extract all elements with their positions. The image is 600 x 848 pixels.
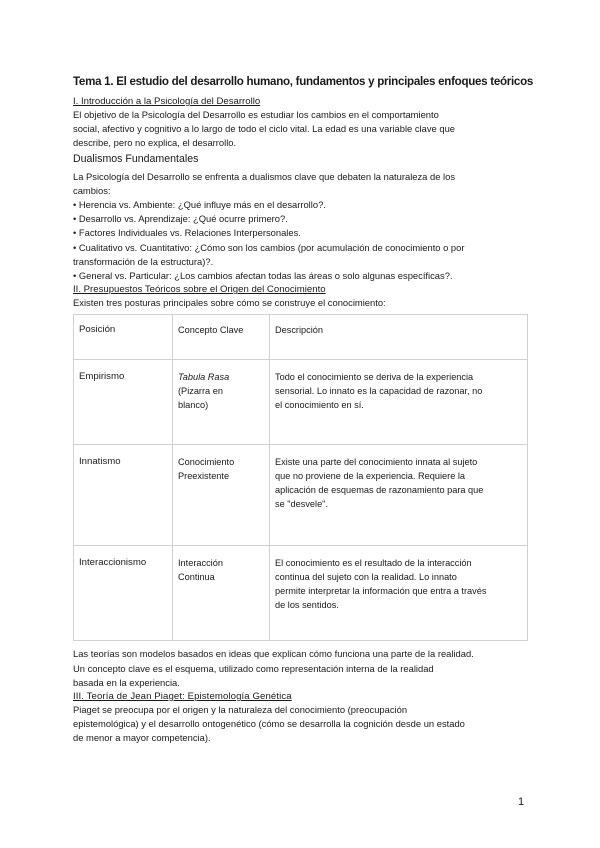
section-2-heading[interactable]: II. Presupuestos Teóricos sobre el Origen del Conocimiento [73, 284, 326, 296]
document-page [73, 74, 534, 746]
bullet-item: • Cualitativo vs. Cuantitativo: ¿Cómo son los cambios (por acumulación de conocimiento o por [73, 241, 465, 253]
concept-line: Conocimiento [178, 457, 235, 468]
section-3-heading[interactable]: III. Teoría de Jean Piaget: Epistemología Genética [73, 691, 292, 703]
table-cell-descripcion [270, 445, 528, 546]
bullet-item: • Herencia vs. Ambiente: ¿Qué influye más en el desarrollo?. [73, 199, 326, 211]
table-cell-posicion: Interaccionismo [74, 546, 173, 641]
paragraph-line: epistemológica) y el desarrollo ontogenético (cómo se desarrolla la cognición desde un estado [73, 718, 465, 730]
description-line: sensorial. Lo innato es la capacidad de razonar, no [275, 386, 483, 397]
table-header-cell: Descripción [270, 315, 528, 360]
paragraph-line: Un concepto clave es el esquema, utilizado como representación interna de la realidad [73, 662, 434, 674]
concept-line: Interacción [178, 558, 223, 569]
table-cell-descripcion [270, 546, 528, 641]
paragraph-line: cambios: [73, 184, 111, 196]
table-header-cell: Concepto Clave [173, 315, 270, 360]
description-line: se "desvele". [275, 499, 328, 510]
description-line: aplicación de esquemas de razonamiento para que [275, 485, 484, 496]
paragraph-line: describe, pero no explica, el desarrollo. [73, 137, 237, 149]
table-row [74, 445, 528, 546]
description-line: continua del sujeto con la realidad. Lo innato [275, 572, 457, 583]
concept-line: (Pizarra en [178, 386, 223, 397]
description-line: El conocimiento es el resultado de la interacción [275, 558, 472, 569]
paragraph-line: Existen tres posturas principales sobre cómo se construye el conocimiento: [73, 297, 386, 309]
table-cell-concepto [173, 445, 270, 546]
description-line: Existe una parte del conocimiento innata al sujeto [275, 457, 478, 468]
table-cell-posicion: Empirismo [74, 360, 173, 445]
description-line: de los sentidos. [275, 600, 339, 611]
table-header-cell: Posición [74, 315, 173, 360]
table-cell-concepto [173, 546, 270, 641]
paragraph-line: Las teorías son modelos basados en ideas que explican cómo funciona una parte de la realidad. [73, 648, 474, 660]
paragraph-line: social, afectivo y cognitivo a lo largo de todo el ciclo vital. La edad es una variable clave que [73, 123, 455, 135]
page-number: 1 [518, 796, 525, 808]
paragraph-line: El objetivo de la Psicología del Desarrollo es estudiar los cambios en el comportamiento [73, 109, 439, 120]
paragraph-line: La Psicología del Desarrollo se enfrenta a dualismos clave que debaten la naturaleza de los [73, 170, 456, 182]
table-cell-descripcion [270, 360, 528, 445]
description-line: que no proviene de la experiencia. Requiere la [275, 471, 466, 482]
dualismos-subheading: Dualismos Fundamentales [73, 152, 199, 165]
table-header-row [74, 315, 528, 360]
table-cell-posicion: Innatismo [74, 445, 173, 546]
description-line: permite interpretar la información que entra a través [275, 586, 487, 597]
bullet-item: • General vs. Particular: ¿Los cambios afectan todas las áreas o solo algunas específicas?. [73, 270, 453, 282]
table-row [74, 546, 528, 641]
table-row [74, 360, 528, 445]
bullet-item: • Factores Individuales vs. Relaciones Interpersonales. [73, 227, 301, 239]
concept-line: Preexistente [178, 471, 230, 482]
paragraph-line: basada en la experiencia. [73, 676, 180, 688]
concept-italic: Tabula Rasa [178, 372, 230, 383]
description-line: Todo el conocimiento se deriva de la experiencia [275, 372, 474, 383]
bullet-item: transformación de la estructura)?. [73, 255, 214, 267]
paragraph-line: Piaget se preocupa por el origen y la naturaleza del conocimiento (preocupación [73, 704, 408, 716]
section-1-heading[interactable]: I. Introducción a la Psicología del Desarrollo [73, 96, 261, 107]
knowledge-table [73, 314, 528, 641]
paragraph-line: de menor a mayor competencia). [73, 732, 211, 744]
document-title: Tema 1. El estudio del desarrollo humano, fundamentos y principales enfoques teóricos [73, 74, 534, 88]
concept-line: Continua [178, 572, 215, 583]
description-line: el conocimiento en sí. [275, 400, 364, 411]
concept-line: blanco) [178, 400, 209, 411]
bullet-item: • Desarrollo vs. Aprendizaje: ¿Qué ocurre primero?. [73, 213, 288, 225]
table-cell-concepto [173, 360, 270, 445]
